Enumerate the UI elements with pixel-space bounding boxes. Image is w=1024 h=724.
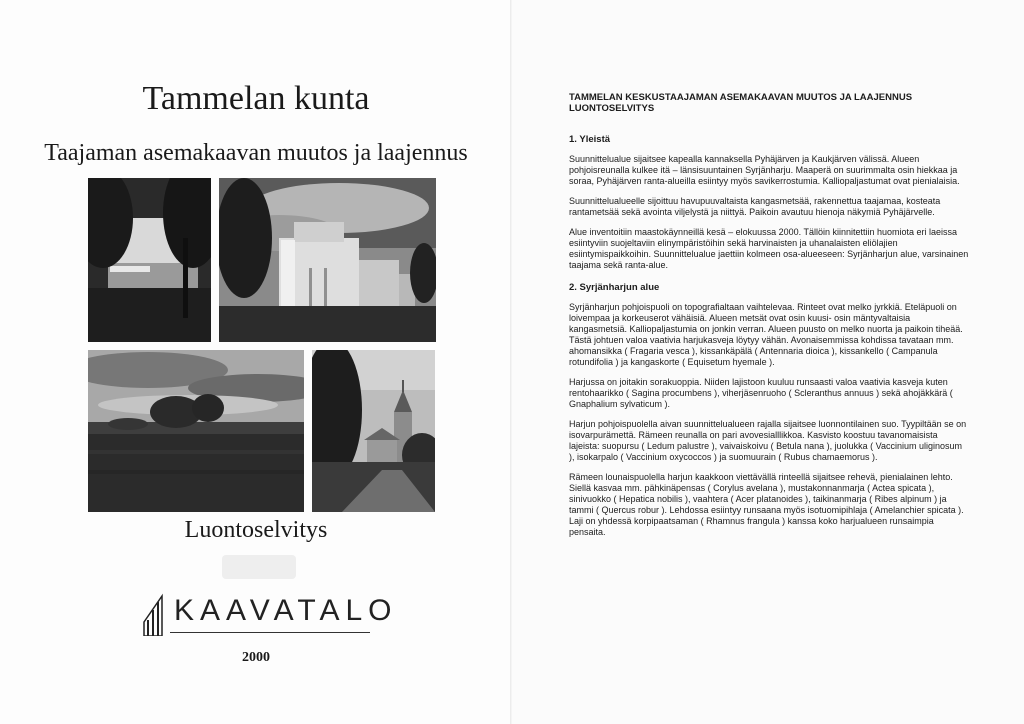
report-body	[569, 92, 969, 547]
publication-year: 2000	[242, 650, 270, 665]
report-heading: TAMMELAN KESKUSTAAJAMAN ASEMAKAAVAN MUUTOS JA LAAJENNUS LUONTOSELVITYS	[569, 92, 913, 114]
paragraph: Alue inventoitiin maastokäynneillä kesä – elokuussa 2000. Tällöin kiinnitettiin huomiota eri laeissa esiintyviin suojeltaviin elinympäristöihin sekä harvinaisten ja uhanalaisten eliölajien esiintymispaikkoihin. Suunnittelualue jaettiin kolmeen osa-alueeseen: Syrjänharjun alue, varsinainen taajama sekä ranta-alue.	[569, 227, 969, 270]
paragraph: Harjussa on joitakin sorakuoppia. Niiden lajistoon kuuluu runsaasti valoa vaativia kasveja kuten rentohaarikko ( Sagina procumbens ), viherjäsenruoho ( Scleranthus annuus ) sekä ahojäkkärä ( Gnaphalium sylvaticum ).	[569, 377, 953, 409]
modern-building-photo	[219, 178, 436, 342]
logo-mark-icon	[140, 592, 166, 636]
report-page	[512, 0, 1024, 724]
faded-stamp	[222, 555, 296, 579]
paragraph: Harjun pohjoispuolella aivan suunnittelualueen rajalla sijaitsee luonnontilainen suo. Tyypiltään se on isovarpurämettä. Rämeen reunalla on pari avovesialllikkoa. Kasvisto koostuu tavanomaisista lajeista: suopursu ( Ledum palustre ), vaivaiskoivu ( Betula nana ), juolukka ( Vaccinium uliginosum ), isokarpalo ( Vaccinium oxycoccos ) ja suomuurain ( Rubus chamaemorus ).	[569, 419, 967, 462]
publisher-logo	[140, 590, 398, 640]
lake-shore-photo	[88, 178, 211, 342]
logo-wordmark: KAAVATALO	[174, 594, 398, 627]
logo-underline	[170, 632, 370, 633]
church-photo	[312, 350, 435, 512]
paragraph: Rämeen lounaispuolella harjun kaakkoon viettävällä rinteellä sijaitsee rehevä, pienialainen lehto. Siellä kasvaa mm. pähkinäpensas ( Corylus avelana ), mustakonnanmarja ( Actea spicata ), sinivuokko ( Hepatica nobilis ), vaahtera ( Acer platanoides ), taikinanmarja ( Ribes alpinum ) ja tammi ( Quercus robur ). Lehdossa esiintyy runsaana myös isotuomipihlaja ( Amelanchier spicata ). Laji on yhdessä korpipaatsaman ( Rhamnus frangula ) kanssa koko harjualueen runsaimpia pensaita.	[569, 472, 964, 537]
cover-subtitle: Taajaman asemakaavan muutos ja laajennus	[44, 140, 468, 166]
section-title: 1. Yleistä	[569, 134, 611, 145]
section-title: 2. Syrjänharjun alue	[569, 282, 660, 293]
field-landscape-photo	[88, 350, 304, 512]
paragraph: Suunnittelualueelle sijoittuu havupuuvaltaista kangasmetsää, rakennettua taajamaa, kosteata rantametsää sekä avointa viljelystä ja niittyä. Paikoin avautuu hienoja näkymiä Pyhäjärvelle.	[569, 196, 941, 217]
paragraph: Syrjänharjun pohjoispuoli on topografialtaan vaihtelevaa. Rinteet ovat melko jyrkkiä. Eteläpuoli on loivempaa ja korkeuserot vähäisiä. Alueen metsät ovat osin kuusi- osin mäntyvaltaisia kangasmetsiä. Kalliopaljastumia on jonkin verran. Alueen puusto on melko nuorta ja paikoin tiheää. Tästä johtuen valoa vaativia harjukasveja löytyy vähän. Avonaisemmissa kohdissa tavataan mm. ahomansikka ( Fragaria vesca ), kissankäpälä ( Antennaria dioica ), kissankello ( Campanula rotundifolia ) ja kangaskorte ( Equisetum hyemale ).	[569, 302, 963, 367]
report-type-label: Luontoselvitys	[184, 517, 328, 543]
cover-title: Tammelan kunta	[142, 80, 370, 117]
paragraph: Suunnittelualue sijaitsee kapealla kannaksella Pyhäjärven ja Kaukjärven välissä. Alueen pohjoisreunalla kulkee itä – länsisuuntainen Syrjänharju. Maaperä on suurimmalta osin hiekkaa ja soraa, Pyhäjärven ranta-alueilla esiintyy myös savikerrostumia. Kalliopaljastumat ovat pienialaisia.	[569, 154, 960, 186]
